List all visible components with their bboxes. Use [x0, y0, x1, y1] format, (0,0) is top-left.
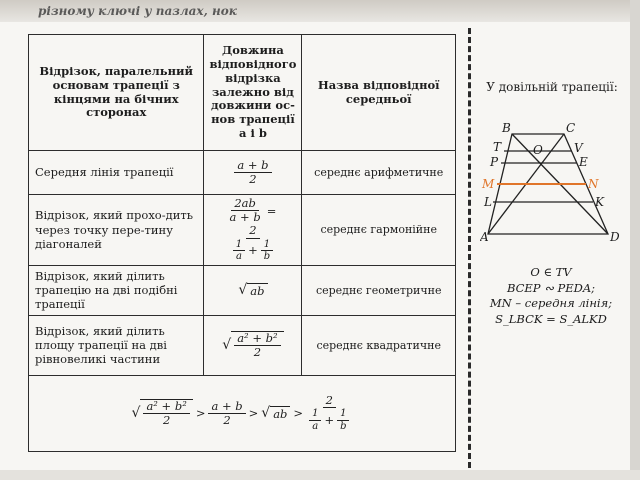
panel-title: У довільній трапеції:	[486, 80, 618, 94]
label-v: V	[574, 141, 583, 155]
header-length: Довжина відповідного відрізка залежно від довжини ос-нов трапеції a і b	[204, 35, 302, 151]
means-table	[28, 34, 456, 452]
row-desc: Середня лінія трапеції	[29, 151, 204, 195]
fraction: $\frac{a + b}{2}$	[234, 159, 271, 186]
label-t: T	[493, 140, 502, 154]
table-row	[29, 315, 456, 375]
row-desc: Відрізок, який ділить трапецію на дві подібні трапеції	[29, 265, 204, 315]
row-name: середнє гармонійне	[302, 195, 456, 266]
means-inequality: √ $\frac{\text{a² + b²}}{2}$ > $\frac{a + b}{2}$ > √ ab > 2 $\frac{1}{a}$ + $\frac{1}{b}$	[29, 375, 456, 451]
row-name: середнє геометричне	[302, 265, 456, 315]
inequality-row	[29, 375, 456, 451]
table-row	[29, 151, 456, 195]
label-b: B	[502, 122, 511, 135]
label-p: P	[490, 155, 499, 169]
header-segment: Відрізок, паралельний основам трапеції з кінцями на бічних сторонах	[29, 35, 204, 151]
formula-arithmetic	[204, 151, 302, 195]
row-desc: Відрізок, який прохо-дить через точку пере-тину діагоналей	[29, 195, 204, 266]
row-name: середнє квадратичне	[302, 315, 456, 375]
right-margin	[630, 0, 640, 480]
trapezoid-diagram	[480, 122, 630, 242]
header-mean-name: Назва відповідної середньої	[302, 35, 456, 151]
note-areas: S_LBCK = S_ALKD	[495, 311, 607, 326]
formula-harmonic: $\frac{2ab}{a + b}$ = 2 $\frac{1}{a}$ + $\frac{1}{b}$	[204, 195, 302, 266]
note-midline: MN – середня лінія;	[489, 296, 613, 311]
table-row	[29, 265, 456, 315]
bottom-margin	[0, 470, 640, 480]
table-header-row	[29, 35, 456, 151]
formula-geometric: √ ab	[204, 265, 302, 315]
column-divider	[468, 28, 471, 468]
row-desc: Відрізок, який ділить площу трапеції на дві рівновеликі частини	[29, 315, 204, 375]
label-e: E	[579, 155, 588, 169]
note-o-on-tv: O ∈ TV	[530, 265, 572, 279]
label-o: O	[533, 143, 543, 157]
label-k: K	[595, 195, 604, 209]
trapezoid-panel	[474, 80, 630, 96]
label-n: N	[588, 177, 599, 191]
note-similar: BCEP ∾ PEDA;	[506, 280, 596, 295]
label-m: M	[482, 177, 495, 191]
trapezoid-notes	[476, 265, 626, 327]
label-l: L	[484, 195, 492, 209]
row-name: середнє арифметичне	[302, 151, 456, 195]
label-a: A	[480, 230, 489, 242]
table-row	[29, 195, 456, 266]
formula-quadratic: √ $\frac{\text{a² + b²}}{2}$	[204, 315, 302, 375]
label-c: C	[566, 122, 576, 135]
top-caption: різному ключі у пазлах, нок	[38, 4, 237, 18]
label-d: D	[610, 230, 620, 242]
